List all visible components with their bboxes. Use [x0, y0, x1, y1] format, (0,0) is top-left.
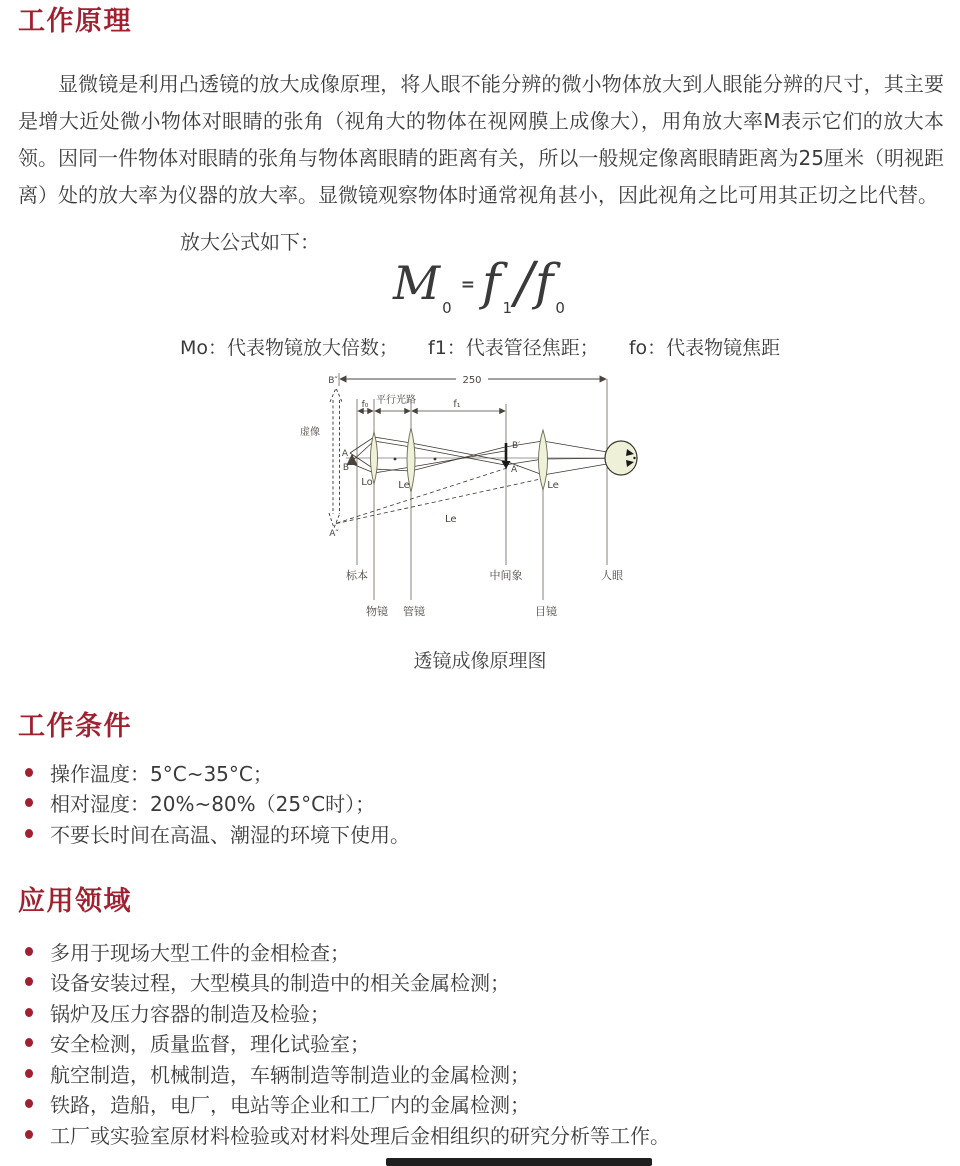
- formula-m-subscript: 0: [442, 299, 452, 317]
- point-b-prime-label: B′: [512, 441, 521, 451]
- eyepiece-lens-label: Le: [547, 480, 559, 491]
- lens-imaging-diagram: [0, 366, 960, 624]
- list-item: [18, 788, 410, 819]
- point-a-label: A: [341, 449, 348, 459]
- list-item-text: 安全检测，质量监督，理化试验室；: [50, 1032, 370, 1057]
- eyepiece-lens: [539, 430, 548, 490]
- list-item: [18, 1119, 670, 1150]
- list-item: [18, 757, 410, 788]
- formula-f0: f: [534, 253, 554, 311]
- list-item: [18, 967, 670, 998]
- section-heading-working-conditions: 工作条件: [18, 711, 132, 742]
- parallel-path-label: 平行光路: [376, 395, 416, 406]
- bottom-partial-element: [386, 1158, 652, 1166]
- bullet-dot-icon: [25, 947, 33, 956]
- bullet-dot-icon: [25, 768, 33, 777]
- eyepiece-label: 目镜: [535, 605, 557, 618]
- list-item: [18, 1058, 670, 1089]
- list-item-text: 不要长时间在高温、潮湿的环境下使用。: [50, 822, 410, 847]
- legend-mo: Mo：代表物镜放大倍数；: [180, 337, 399, 359]
- retina-focus-dot: [633, 457, 635, 459]
- eye-shape: [605, 441, 637, 475]
- virtual-image-arrow: [329, 388, 342, 528]
- list-item-text: 多用于现场大型工件的金相检查；: [50, 940, 350, 965]
- objective-label: 物镜: [366, 605, 388, 618]
- list-item-text: 铁路，造船，电厂，电站等企业和工厂内的金属检测；: [50, 1093, 530, 1118]
- diagram-caption: 透镜成像原理图: [413, 650, 547, 672]
- dim-250-label: 250: [462, 375, 482, 386]
- formula-slash: /: [515, 251, 534, 316]
- list-item-text: 工厂或实验室原材料检验或对材料处理后金相组织的研究分析等工作。: [50, 1123, 670, 1148]
- focal-point-dot: [394, 458, 397, 461]
- list-item-text: 航空制造，机械制造，车辆制造等制造业的金属检测；: [50, 1062, 530, 1087]
- bullet-dot-icon: [25, 1069, 33, 1078]
- list-item: [18, 1028, 670, 1059]
- ray-lines: [350, 437, 634, 475]
- intermediate-image-arrowhead: [502, 461, 511, 469]
- list-item-text: 操作温度：5°C~35°C；: [50, 761, 273, 786]
- list-item: [18, 1089, 670, 1120]
- conditions-list: [18, 757, 410, 849]
- applications-list: [18, 936, 670, 1150]
- list-item-text: 设备安装过程，大型模具的制造中的相关金属检测；: [50, 971, 510, 996]
- f0-dim-label: f₀: [361, 400, 369, 410]
- formula-legend: [180, 333, 810, 360]
- tube-lens-label: Le: [398, 480, 410, 491]
- section-heading-application-fields: 应用领域: [18, 886, 132, 917]
- objective-lens-label: Lo: [361, 477, 373, 488]
- principle-paragraph: 显微镜是利用凸透镜的放大成像原理，将人眼不能分辨的微小物体放大到人眼能分辨的尺寸，其主要是增大近处微小物体对眼睛的张角（视角大的物体在视网膜上成像大），用角放大率M表示它们的放大本领。因同一件物体对眼睛的张角与物体离眼睛的距离有关，所以一般规定像离眼睛距离为25厘米（明视距离）处的放大率为仪器的放大率。显微镜观察物体时通常视角甚小，因此视角之比可用其正切之比代替。: [18, 72, 944, 207]
- specimen-label: 标本: [346, 569, 368, 582]
- bullet-dot-icon: [25, 977, 33, 986]
- point-a-prime-label: A′: [511, 465, 520, 475]
- virtual-b-point-label: B″: [328, 376, 338, 386]
- bullet-dot-icon: [25, 1130, 33, 1139]
- formula-f1-subscript: 1: [502, 299, 513, 317]
- bullet-dot-icon: [25, 1099, 33, 1108]
- list-item: [18, 818, 410, 849]
- bullet-dot-icon: [25, 1038, 33, 1047]
- legend-fo: fo：代表物镜焦距: [628, 337, 781, 359]
- bullet-dot-icon: [25, 798, 33, 807]
- section-heading-working-principle: 工作原理: [18, 6, 132, 37]
- formula-intro-text: 放大公式如下：: [180, 230, 320, 254]
- formula-f1: f: [481, 253, 501, 311]
- formula-f0-subscript: 0: [555, 299, 565, 317]
- bullet-dot-icon: [25, 1008, 33, 1017]
- formula-m: M: [393, 256, 441, 310]
- virtual-ray-label: Le: [445, 514, 457, 525]
- list-item: [18, 997, 670, 1028]
- formula-equals: =: [460, 275, 475, 295]
- intermediate-image-label: 中间象: [489, 569, 523, 582]
- f1-dim-label: f₁: [453, 399, 461, 410]
- list-item: [18, 936, 670, 967]
- list-item-text: 锅炉及压力容器的制造及检验；: [50, 1001, 330, 1026]
- lenses: [371, 428, 548, 492]
- magnification-formula: [0, 248, 960, 317]
- virtual-image-label: 虚像: [300, 427, 320, 438]
- bullet-dot-icon: [25, 829, 33, 838]
- point-b-label: B: [342, 463, 349, 473]
- tube-label: 管镜: [403, 605, 425, 618]
- list-item-text: 相对湿度：20%~80%（25°C时）；: [50, 792, 376, 817]
- virtual-a-point-label: A″: [329, 529, 339, 539]
- human-eye-label: 人眼: [601, 569, 623, 582]
- legend-f1: f1：代表管径焦距；: [428, 337, 599, 359]
- focal-point-dot: [434, 458, 437, 461]
- diagram-guide-lines: [339, 373, 607, 600]
